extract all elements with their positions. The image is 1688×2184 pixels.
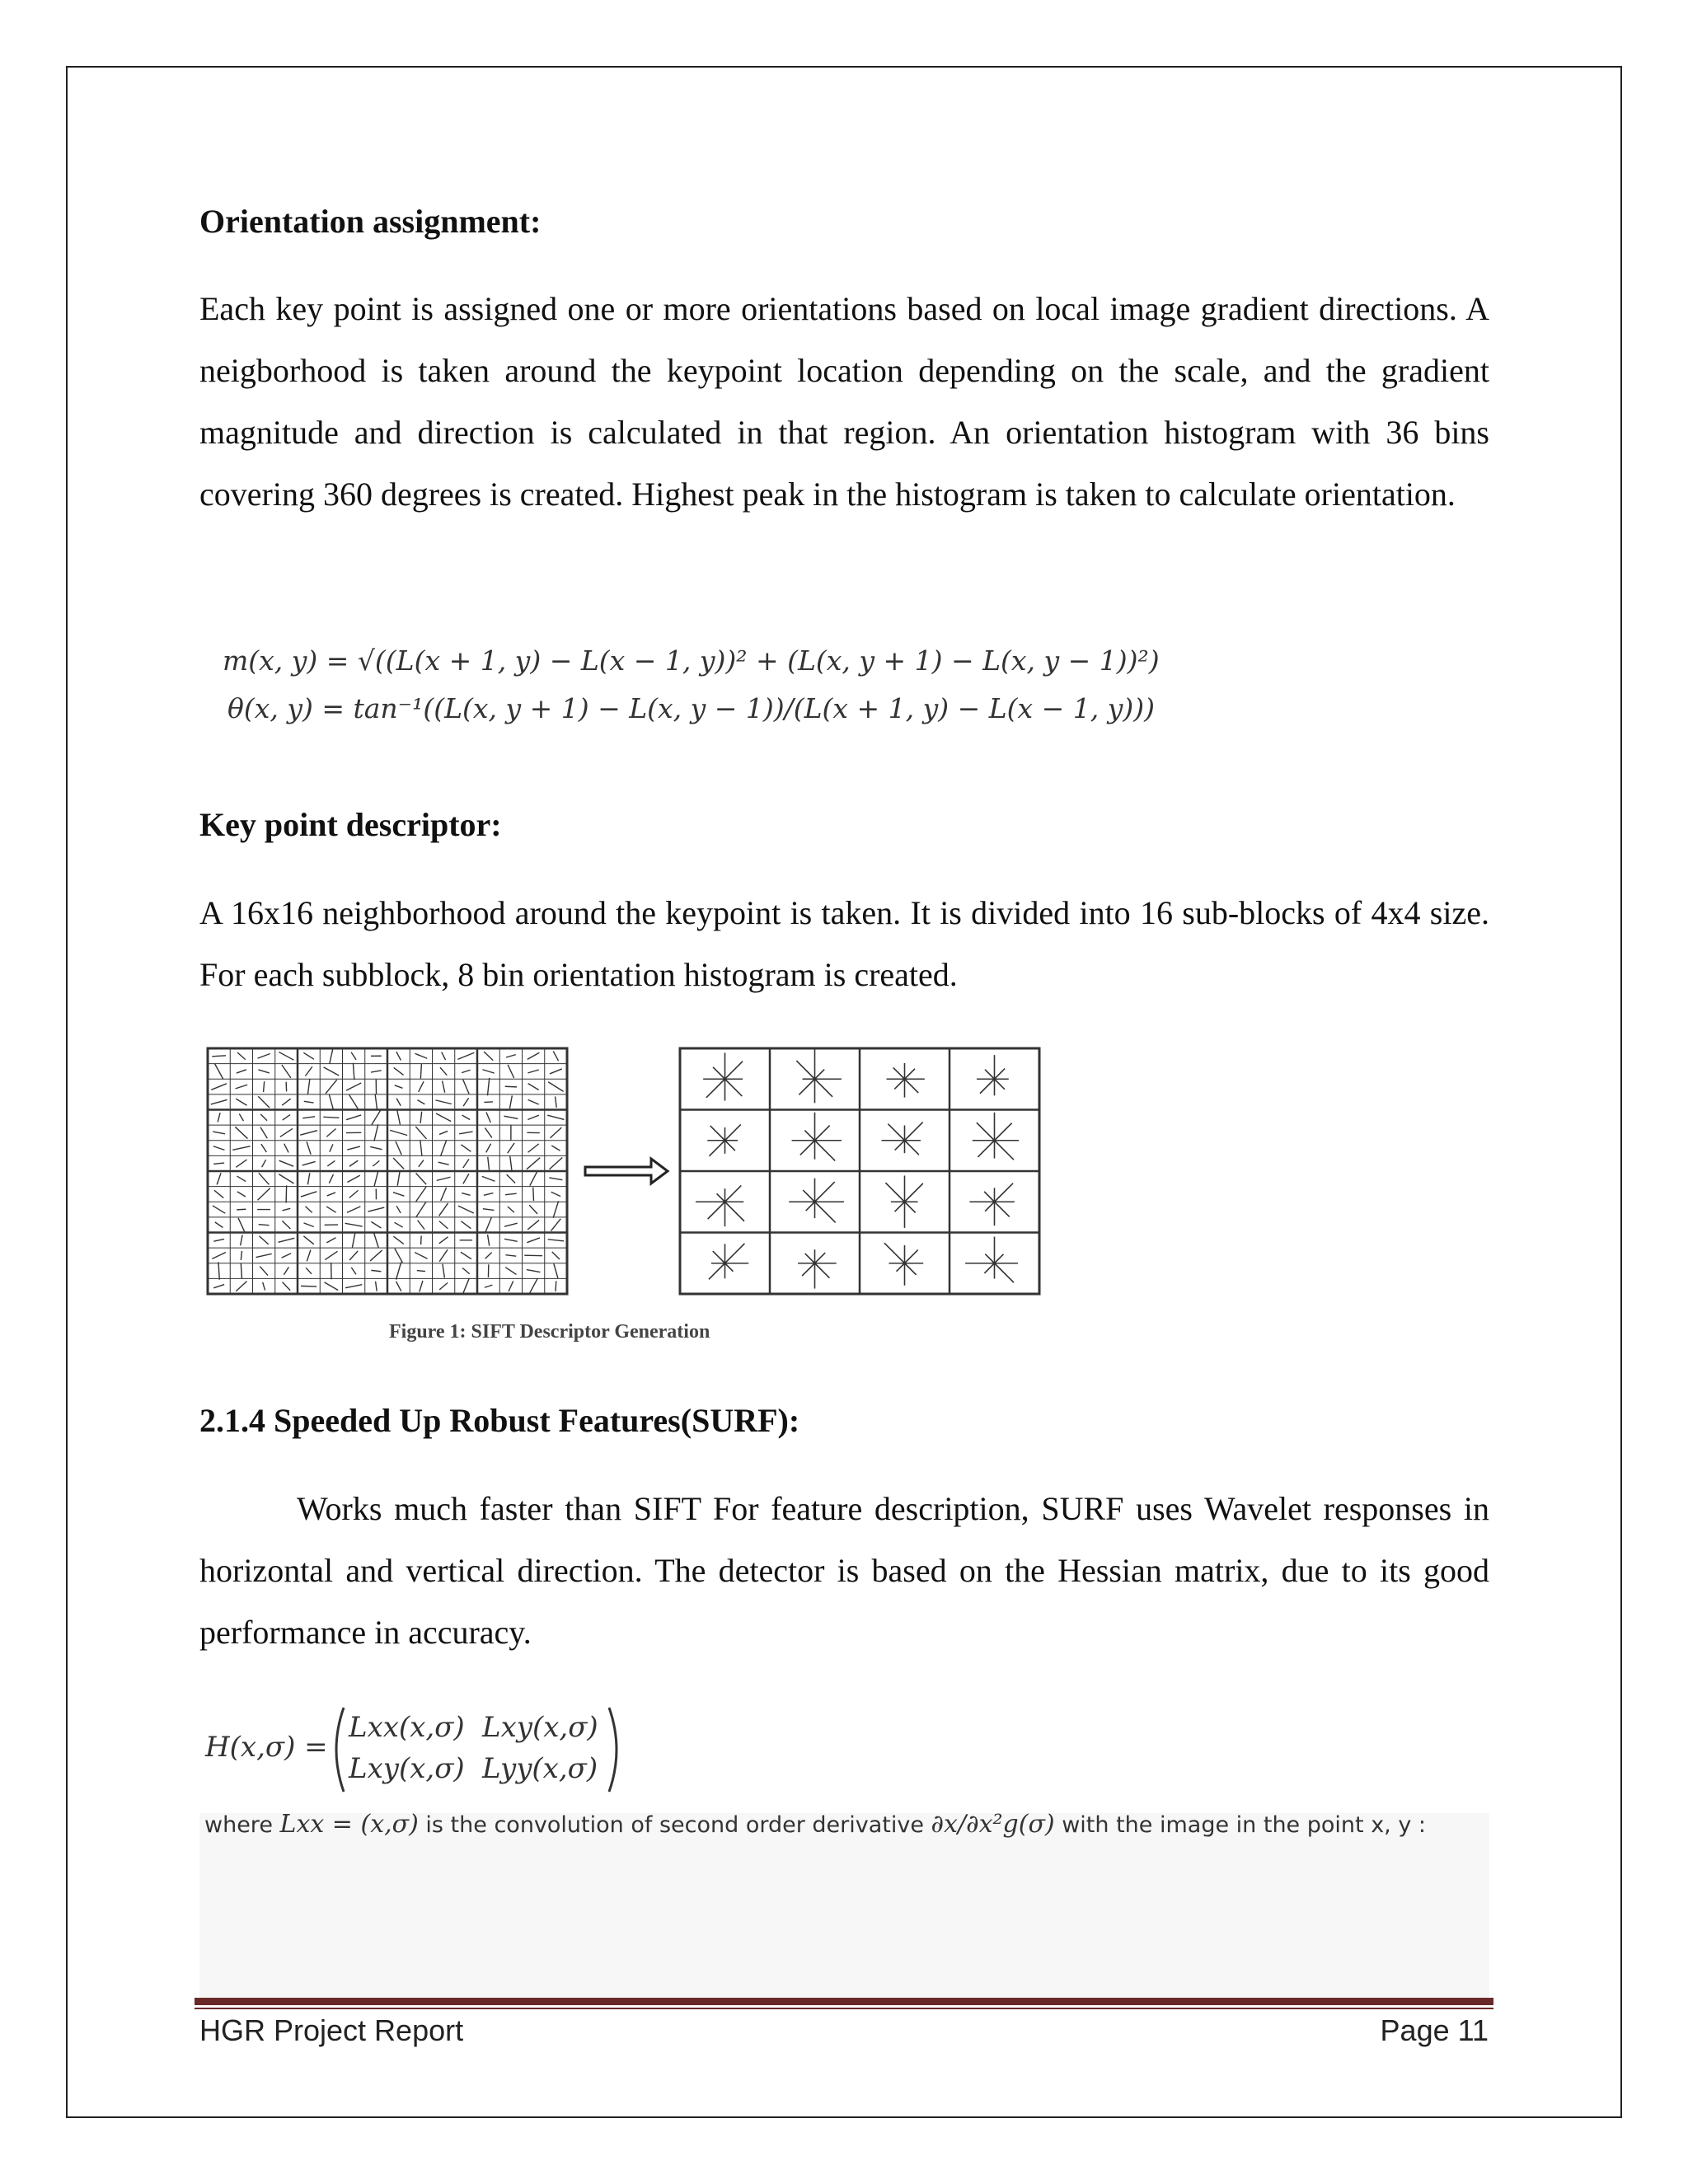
heading-orientation-assignment: Orientation assignment:: [199, 203, 542, 240]
where-math-1: Lxx = (x,σ): [279, 1810, 419, 1839]
sift-descriptor-figure: [206, 1045, 1047, 1301]
footer-rule-thick: [195, 1998, 1493, 2005]
hessian-lhs: H(x,σ) =: [205, 1731, 328, 1764]
heading-key-point-descriptor: Key point descriptor:: [199, 806, 502, 843]
footer-report-title: HGR Project Report: [199, 2013, 464, 2047]
matrix-r2c1: Lxy(x,σ): [349, 1752, 465, 1785]
where-text-1: where: [204, 1812, 280, 1838]
figure-caption: Figure 1: SIFT Descriptor Generation: [389, 1321, 710, 1343]
paragraph-surf: Works much faster than SIFT For feature description, SURF uses Wavelet responses in horizontal and vertical direction. The detector is based on the Hessian matrix, due to its good performance in accuracy.: [199, 1490, 1489, 1651]
image-background-band: [199, 1813, 1489, 1999]
paragraph-orientation: Each key point is assigned one or more orientations based on local image gradient directions. A neigborhood is taken around the keypoint location depending on the scale, and the gradient magnitude and direction is calculated in that region. An orientation histogram with 36 bins covering 360 degrees is created. Highest peak in the histogram is taken to calculate orientation.: [199, 290, 1489, 513]
footer-rule-thin: [195, 2008, 1493, 2009]
matrix-r2c2: Lyy(x,σ): [482, 1752, 598, 1785]
descriptor-histogram-grid: [680, 1048, 1039, 1294]
hessian-equation-image: [202, 1704, 631, 1795]
where-math-2: ∂x/∂x²g(σ): [931, 1810, 1055, 1839]
equation-theta: θ(x, y) = tan⁻¹((L(x, y + 1) − L(x, y − 1))/(L(x + 1, y) − L(x − 1, y))): [227, 692, 1156, 724]
equation-image-gradient: [216, 635, 1172, 733]
gradient-grid-image: [208, 1048, 567, 1295]
matrix-r1c2: Lxy(x,σ): [482, 1711, 598, 1744]
paragraph-descriptor: A 16x16 neighborhood around the keypoint is taken. It is divided into 16 sub-blocks of 4x4 size. For each subblock, 8 bin orientation histogram is created.: [199, 894, 1489, 993]
where-text-2: is the convolution of second order derivative: [418, 1812, 931, 1838]
matrix-right-paren: [606, 1704, 626, 1795]
matrix-r1c1: Lxx(x,σ): [349, 1711, 465, 1744]
hessian-where-line: [204, 1810, 1426, 1839]
equation-magnitude: m(x, y) = √((L(x + 1, y) − L(x − 1, y))² + (L(x, y + 1) − L(x, y − 1))²): [223, 644, 1160, 677]
matrix-left-paren: [327, 1704, 347, 1795]
transform-arrow-icon: [585, 1159, 668, 1183]
heading-surf: 2.1.4 Speeded Up Robust Features(SURF):: [199, 1402, 800, 1439]
footer-page-number: Page 11: [1380, 2013, 1489, 2047]
where-text-3: with the image in the point x, y :: [1054, 1812, 1426, 1838]
